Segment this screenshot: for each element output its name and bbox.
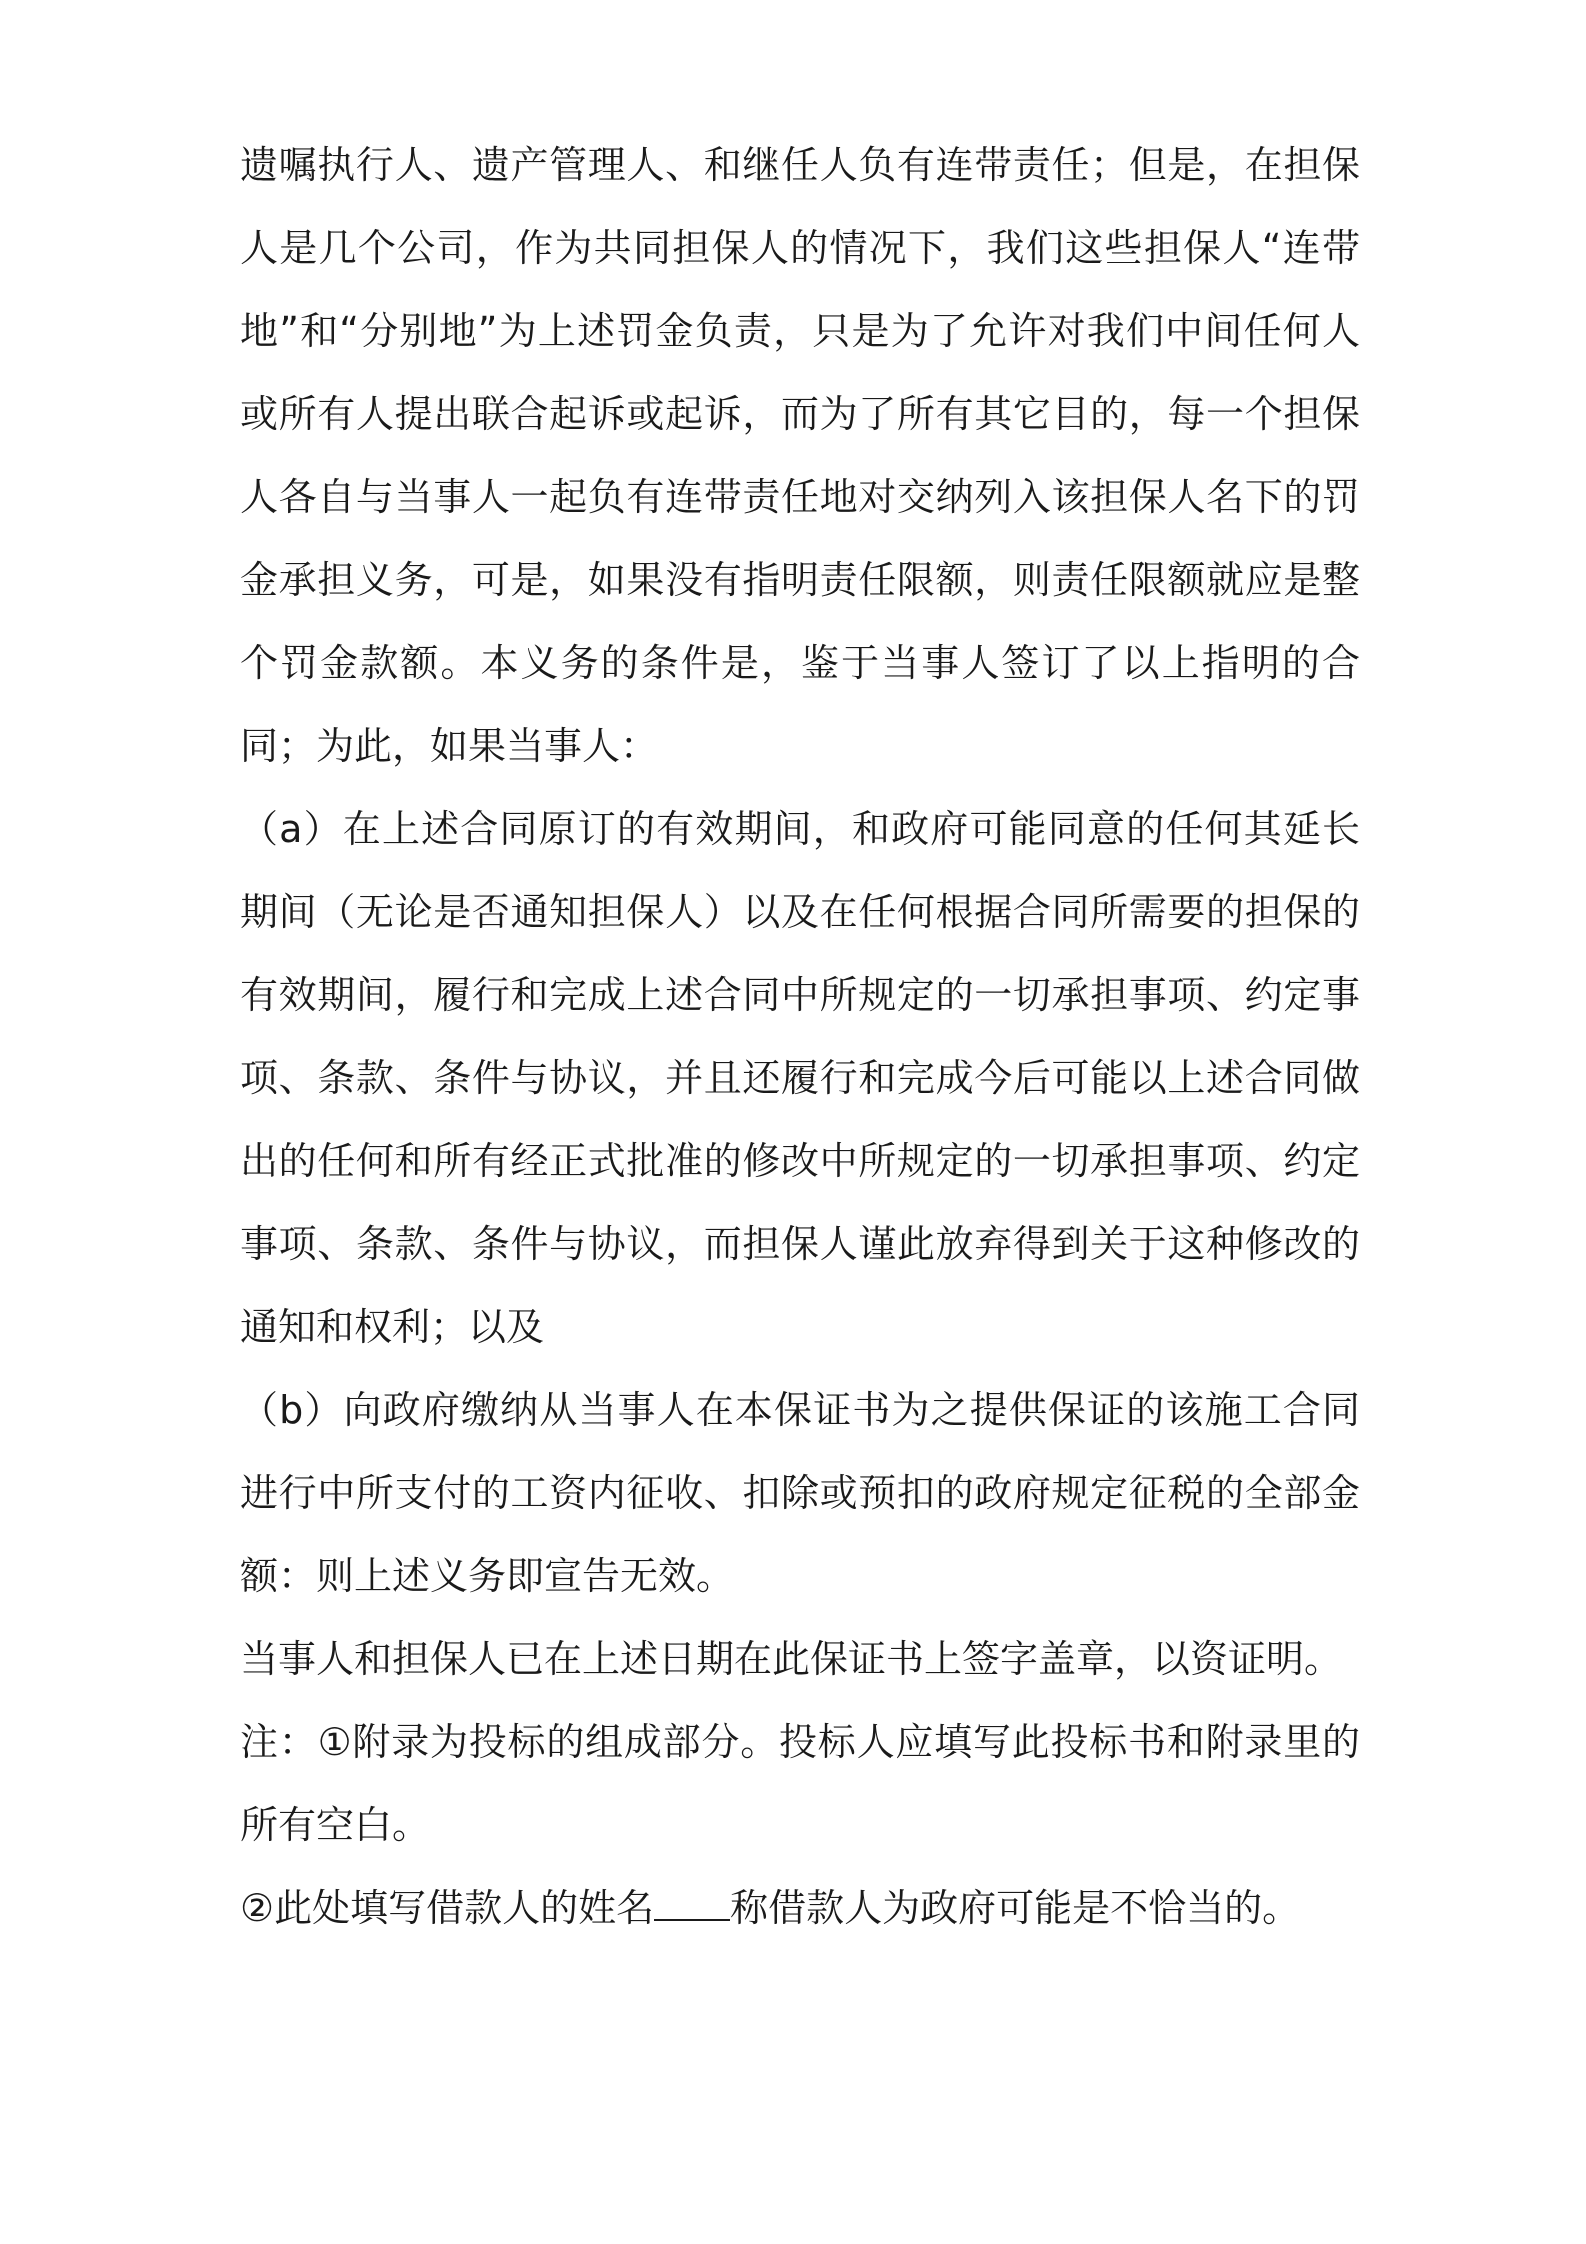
note-2-text-before: ②此处填写借款人的姓名 — [240, 1886, 655, 1930]
borrower-name-blank — [654, 1887, 730, 1921]
document-body — [240, 124, 1360, 1950]
paragraph-note-2 — [240, 1867, 1360, 1950]
paragraph-condition-a: （a）在上述合同原订的有效期间，和政府可能同意的任何其延长期间（无论是否通知担保人）以及在任何根据合同所需要的担保的有效期间，履行和完成上述合同中所规定的一切承担事项、约定事项、条款、条件与协议，并且还履行和完成今后可能以上述合同做出的任何和所有经正式批准的修改中所规定的一切承担事项、约定事项、条款、条件与协议，而担保人谨此放弃得到关于这种修改的通知和权利；以及 — [240, 807, 1360, 1349]
paragraph-note-1: 注：①附录为投标的组成部分。投标人应填写此投标书和附录里的所有空白。 — [240, 1720, 1360, 1847]
paragraph-signature-statement: 当事人和担保人已在上述日期在此保证书上签字盖章，以资证明。 — [240, 1637, 1343, 1681]
note-2-text-after: 称借款人为政府可能是不恰当的。 — [730, 1886, 1301, 1930]
paragraph-liability: 遗嘱执行人、遗产管理人、和继任人负有连带责任；但是，在担保人是几个公司，作为共同担保人的情况下，我们这些担保人“连带地”和“分别地”为上述罚金负责，只是为了允许对我们中间任何人或所有人提出联合起诉或起诉，而为了所有其它目的，每一个担保人各自与当事人一起负有连带责任地对交纳列入该担保人名下的罚金承担义务，可是，如果没有指明责任限额，则责任限额就应是整个罚金款额。本义务的条件是，鉴于当事人签订了以上指明的合同；为此，如果当事人： — [240, 143, 1360, 768]
paragraph-condition-b: （b）向政府缴纳从当事人在本保证书为之提供保证的该施工合同进行中所支付的工资内征收、扣除或预扣的政府规定征税的全部金额：则上述义务即宣告无效。 — [240, 1388, 1360, 1598]
